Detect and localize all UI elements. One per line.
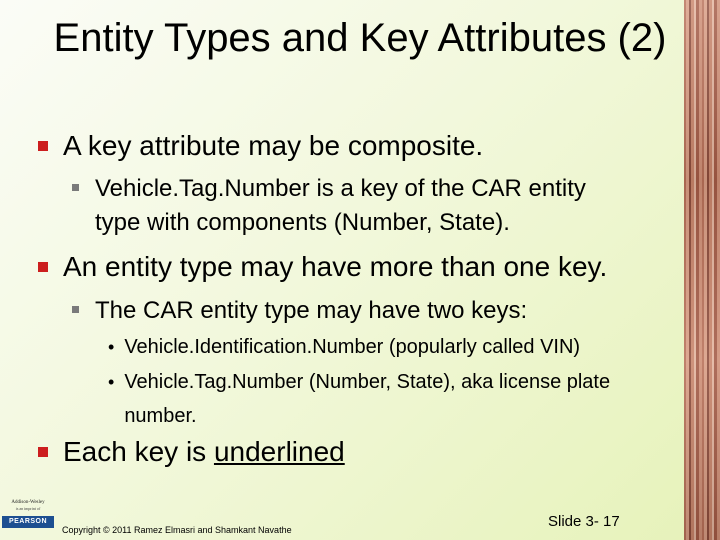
red-square-bullet-icon	[38, 141, 48, 151]
bullet-2-sub-1-item-2-text: Vehicle.Tag.Number (Number, State), aka license plate number.	[124, 371, 611, 427]
bullet-1-sub-1-text: Vehicle.Tag.Number is a key of the CAR entity type with components (Number, State).	[95, 175, 586, 236]
bullet-2-sub-1	[72, 294, 652, 328]
bullet-1-text: A key attribute may be composite.	[63, 130, 484, 161]
bullet-2-sub-1-text: The CAR entity type may have two keys:	[95, 297, 528, 324]
bullet-2-sub-1-item-1-text: Vehicle.Identification.Number (popularly called VIN)	[124, 336, 581, 358]
copyright-notice: Copyright © 2011 Ramez Elmasri and Shamkant Navathe	[62, 525, 292, 535]
publisher-line-1: Addison-Wesley	[11, 500, 45, 505]
bullet-2-sub-1-item-2	[108, 365, 678, 433]
bullet-1-sub-1	[72, 172, 632, 240]
red-square-bullet-icon	[38, 447, 48, 457]
bullet-3-text	[63, 435, 345, 469]
gray-square-bullet-icon	[72, 184, 79, 191]
dot-bullet-icon: •	[108, 372, 115, 392]
slide-number: Slide 3- 17	[548, 513, 620, 530]
pearson-logo: PEARSON	[2, 516, 54, 528]
red-square-bullet-icon	[38, 262, 48, 272]
dot-bullet-icon: •	[108, 337, 115, 357]
bullet-1	[36, 129, 686, 163]
bullet-2-sub-1-item-1	[108, 330, 678, 364]
bullet-2	[36, 250, 696, 284]
slide-title: Entity Types and Key Attributes (2)	[53, 16, 667, 60]
gray-square-bullet-icon	[72, 306, 79, 313]
publisher-line-2: is an imprint of	[15, 506, 41, 511]
bullet-2-text: An entity type may have more than one key.	[63, 251, 608, 282]
publisher-logo	[2, 500, 54, 538]
bullet-3	[36, 435, 686, 469]
bullet-3-prefix: Each key is	[63, 436, 214, 467]
bullet-3-underlined-word: underlined	[213, 436, 345, 467]
